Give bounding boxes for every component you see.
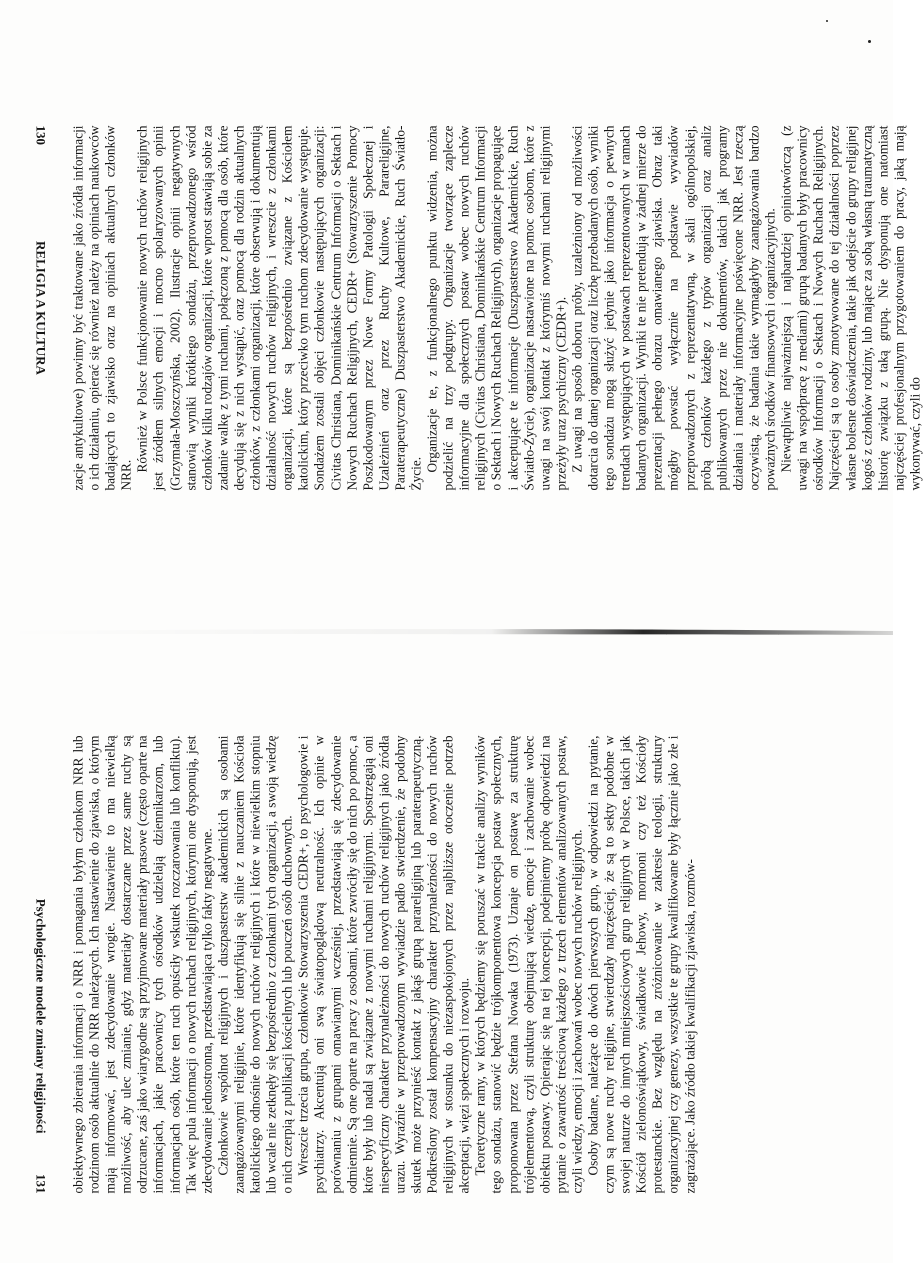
paragraph: Również w Polsce funkcjonowanie nowych ruchów religijnych jest źródłem silnych emocji i mocno spolaryzowanych opinii (Grzymała-Moszczyńska, 2002). Ilustracje opinii negatywnych stanowią wyniki krótkiego sondażu, przeprowadzonego wśród członków kilku rodzajów organizacji, które wprost stawiają sobie za zadanie walkę z tymi ruchami, połączoną z pomocą dla osób, które decydują się z nich wystąpić, oraz pomocą dla rodzin aktualnych członków, z członkami organizacji, które obserwują i dokumentują działalność nowych ruchów religijnych, i wreszcie z członkami organizacji, które są bezpośrednio związane z Kościołem katolickim, który przeciwko tym ruchom zdecydowanie występuje. Sondażem zostali objęci członkowie następujących organizacji: Civitas Christiana, Dominikańskie Centrum Informacji o Sektach i Nowych Ruchach Religijnych, CEDR+ (Stowarzyszenie Pomocy Poszkodowanym przez Nowe Formy Patologii Społecznej i Uzależnień oraz przez Ruchy Kultowe, Parareligijne, Paraterapeutyczne) Duszpasterstwo Akademickie, Ruch Światło-Życie.: [134, 125, 423, 490]
right-page: [0, 640, 893, 1263]
paragraph: Z uwagi na sposób doboru próby, uzależniony od możliwości dotarcia do danej organizacji oraz liczbę przebadanych osób, wyniki tego sondażu mogą służyć jedynie jako informacja o pewnych trendach występujących w postawach reprezentowanych w ramach badanych organizacji. Wyniki te nie pretendują w żadnej mierze do prezentacji pełnego obrazu omawianego zjawiska. Obraz taki mógłby powstać wyłącznie na podstawie wywiadów przeprowadzonych z reprezentatywną, w skali ogólnopolskiej, próbą członków każdego z typów organizacji oraz analiz publikowanych przez nie dokumentów, takich jak programy działania i materiały informacyjne poświęcone NRR. Jest rzeczą oczywistą, że badania takie wymagałyby zaangażowania bardzo poważnych środków finansowych i organizacyjnych.: [568, 125, 778, 490]
scan-speck: [868, 40, 871, 43]
paragraph: Wreszcie trzecia grupa, członkowie Stowarzyszenia CEDR+, to psychologowie i psychiatrzy. Akcentują oni swą światopoglądową neutralność. Ich opinie w porównaniu z grupami omawianymi wcześniej, przedstawiają się zdecydowanie odmiennie. Są one oparte na pracy z osobami, które zwróciły się do nich po pomoc, a które były lub nadal są związane z nowymi ruchami religijnymi. Spostrzegają oni niespecyficzny charakter przynależności do nowych ruchów religijnych jako źródła urazu. Wyraźnie w przeprowadzonym wywiadzie padło stwierdzenie, że podobny skutek może przynieść kontakt z jakąś grupą parareligijną lub paraterapeutyczną. Podkreślony został kompensacyjny charakter przynależności do nowych ruchów religijnych w stosunku do niezaspokojonych przez najbliższe otoczenie potrzeb akceptacji, więzi społecznych i rozwoju.: [295, 735, 472, 1193]
left-running-header: [28, 125, 48, 490]
paragraph: zacje antykultowe) powinny być traktowane jako źródła informacji o ich działaniu, opierać się również należy na opiniach naukowców badających to zjawisko oraz na opiniach aktualnych członków NRR.: [70, 125, 134, 490]
right-page-body: [70, 735, 808, 1193]
paragraph: Osoby badane, należące do dwóch pierwszych grup, w odpowiedzi na pytanie, czym są nowe ruchy religijne, stwierdzały najczęściej, że są to sekty podobne w swojej naturze do innych mniejszościowych grup religijnych w Polsce, takich jak Kościół zielonoświątkowy, świadkowie Jehowy, mormoni czy też Kościoły protestanckie. Bez względu na zróżnicowanie w zakresie teologii, struktury organizacyjnej czy genezy, wszystkie te grupy kwalifikowane były łącznie jako złe i zagrażające. Jako źródło takiej kwalifikacji zjawiska, rozmów-: [585, 735, 697, 1193]
paragraph: Teoretyczne ramy, w których będziemy się poruszać w trakcie analizy wyników tego sondażu, stanowić będzie trójkomponentowa koncepcja postaw społecznych, proponowana przez Stefana Nowaka (1973). Uznaje on postawę za strukturę trójelementową, czyli strukturę obejmującą wiedzę, emocje i zachowanie wobec obiektu postawy. Opierając się na tej koncepcji, podejmiemy próbę odpowiedzi na pytanie o zawartość treściową każdego z trzech elementów analizowanych postaw, czyli wiedzy, emocji i zachowań wobec nowych ruchów religijnych.: [472, 735, 584, 1193]
right-running-header: [28, 735, 48, 1193]
left-page: [0, 0, 922, 630]
left-running-title: RELIGIA A KULTURA: [33, 240, 48, 375]
right-page-number: 131: [33, 1173, 48, 1193]
left-page-number: 130: [33, 125, 48, 145]
left-page-body: [70, 125, 922, 490]
right-running-title: Psychologiczne modele zmiany religijności: [33, 898, 48, 1133]
scan-speck: [826, 20, 828, 22]
paragraph: Organizacje te, z funkcjonalnego punktu widzenia, można podzielić na trzy podgrupy. Organizacje tworzące zaplecze informacyjne dla społecznych postaw wobec nowych ruchów religijnych (Civitas Christiana, Dominikańskie Centrum Informacji o Sektach i Nowych Ruchach Religijnych), organizacje propagujące i akceptujące te informacje (Duszpasterstwo Akademickie, Ruch Światło-Życie), organizacje nastawione na pomoc osobom, które z uwagi na swój kontakt z którymiś nowymi ruchami religijnymi przeżyły uraz psychiczny (CEDR+).: [424, 125, 568, 490]
paragraph: Niewątpliwie najważniejszą i najbardziej opiniotwórczą (z uwagi na współpracę z mediami) grupą badanych były pracownicy ośrodków Informacji o Sektach i Nowych Ruchach Religijnych. Najczęściej są to osoby zmotywowane do tej działalności poprzez własne bolesne doświadczenia, takie jak odejście do grupy religijnej kogoś z członków rodziny, lub mające za sobą własną traumatyczną historię związku z taką grupą. Nie dysponują one natomiast najczęściej profesjonalnym przygotowaniem do pracy, jaką mają wykonywać, czyli do: [778, 125, 922, 490]
paragraph: obiektywnego zbierania informacji o NRR i pomagania byłym członkom NRR lub rodzinom osób aktualnie do NRR należących. Ich nastawienie do zjawiska, o którym mają informować, jest zdecydowanie wrogie. Nastawienie to ma niewielką możliwość, aby ulec zmianie, gdyż materiały dostarczane przez same ruchy są odrzucane, zaś jako wiarygodne są przyjmowane materiały prasowe (często oparte na informacjach, jakie pracownicy tych ośrodków udzielają dziennikarzom, lub informacjach osób, które ten ruch opuściły wskutek rozczarowania lub konfliktu). Tak więc pula informacji o nowych ruchach religijnych, którymi one dysponują, jest zdecydowanie jednostronna, przedstawiająca tylko fakty negatywne.: [70, 735, 214, 1193]
paragraph: Członkowie wspólnot religijnych i duszpasterstw akademickich są osobami zaangażowanymi religijnie, które identyfikują się silnie z nauczaniem Kościoła katolickiego odnośnie do nowych ruchów religijnych i które w niewielkim stopniu lub wcale nie zetknęły się bezpośrednio z członkami tych organizacji, a swoją wiedzę o nich czerpią z publikacji kościelnych lub pouczeń osób duchownych.: [214, 735, 295, 1193]
